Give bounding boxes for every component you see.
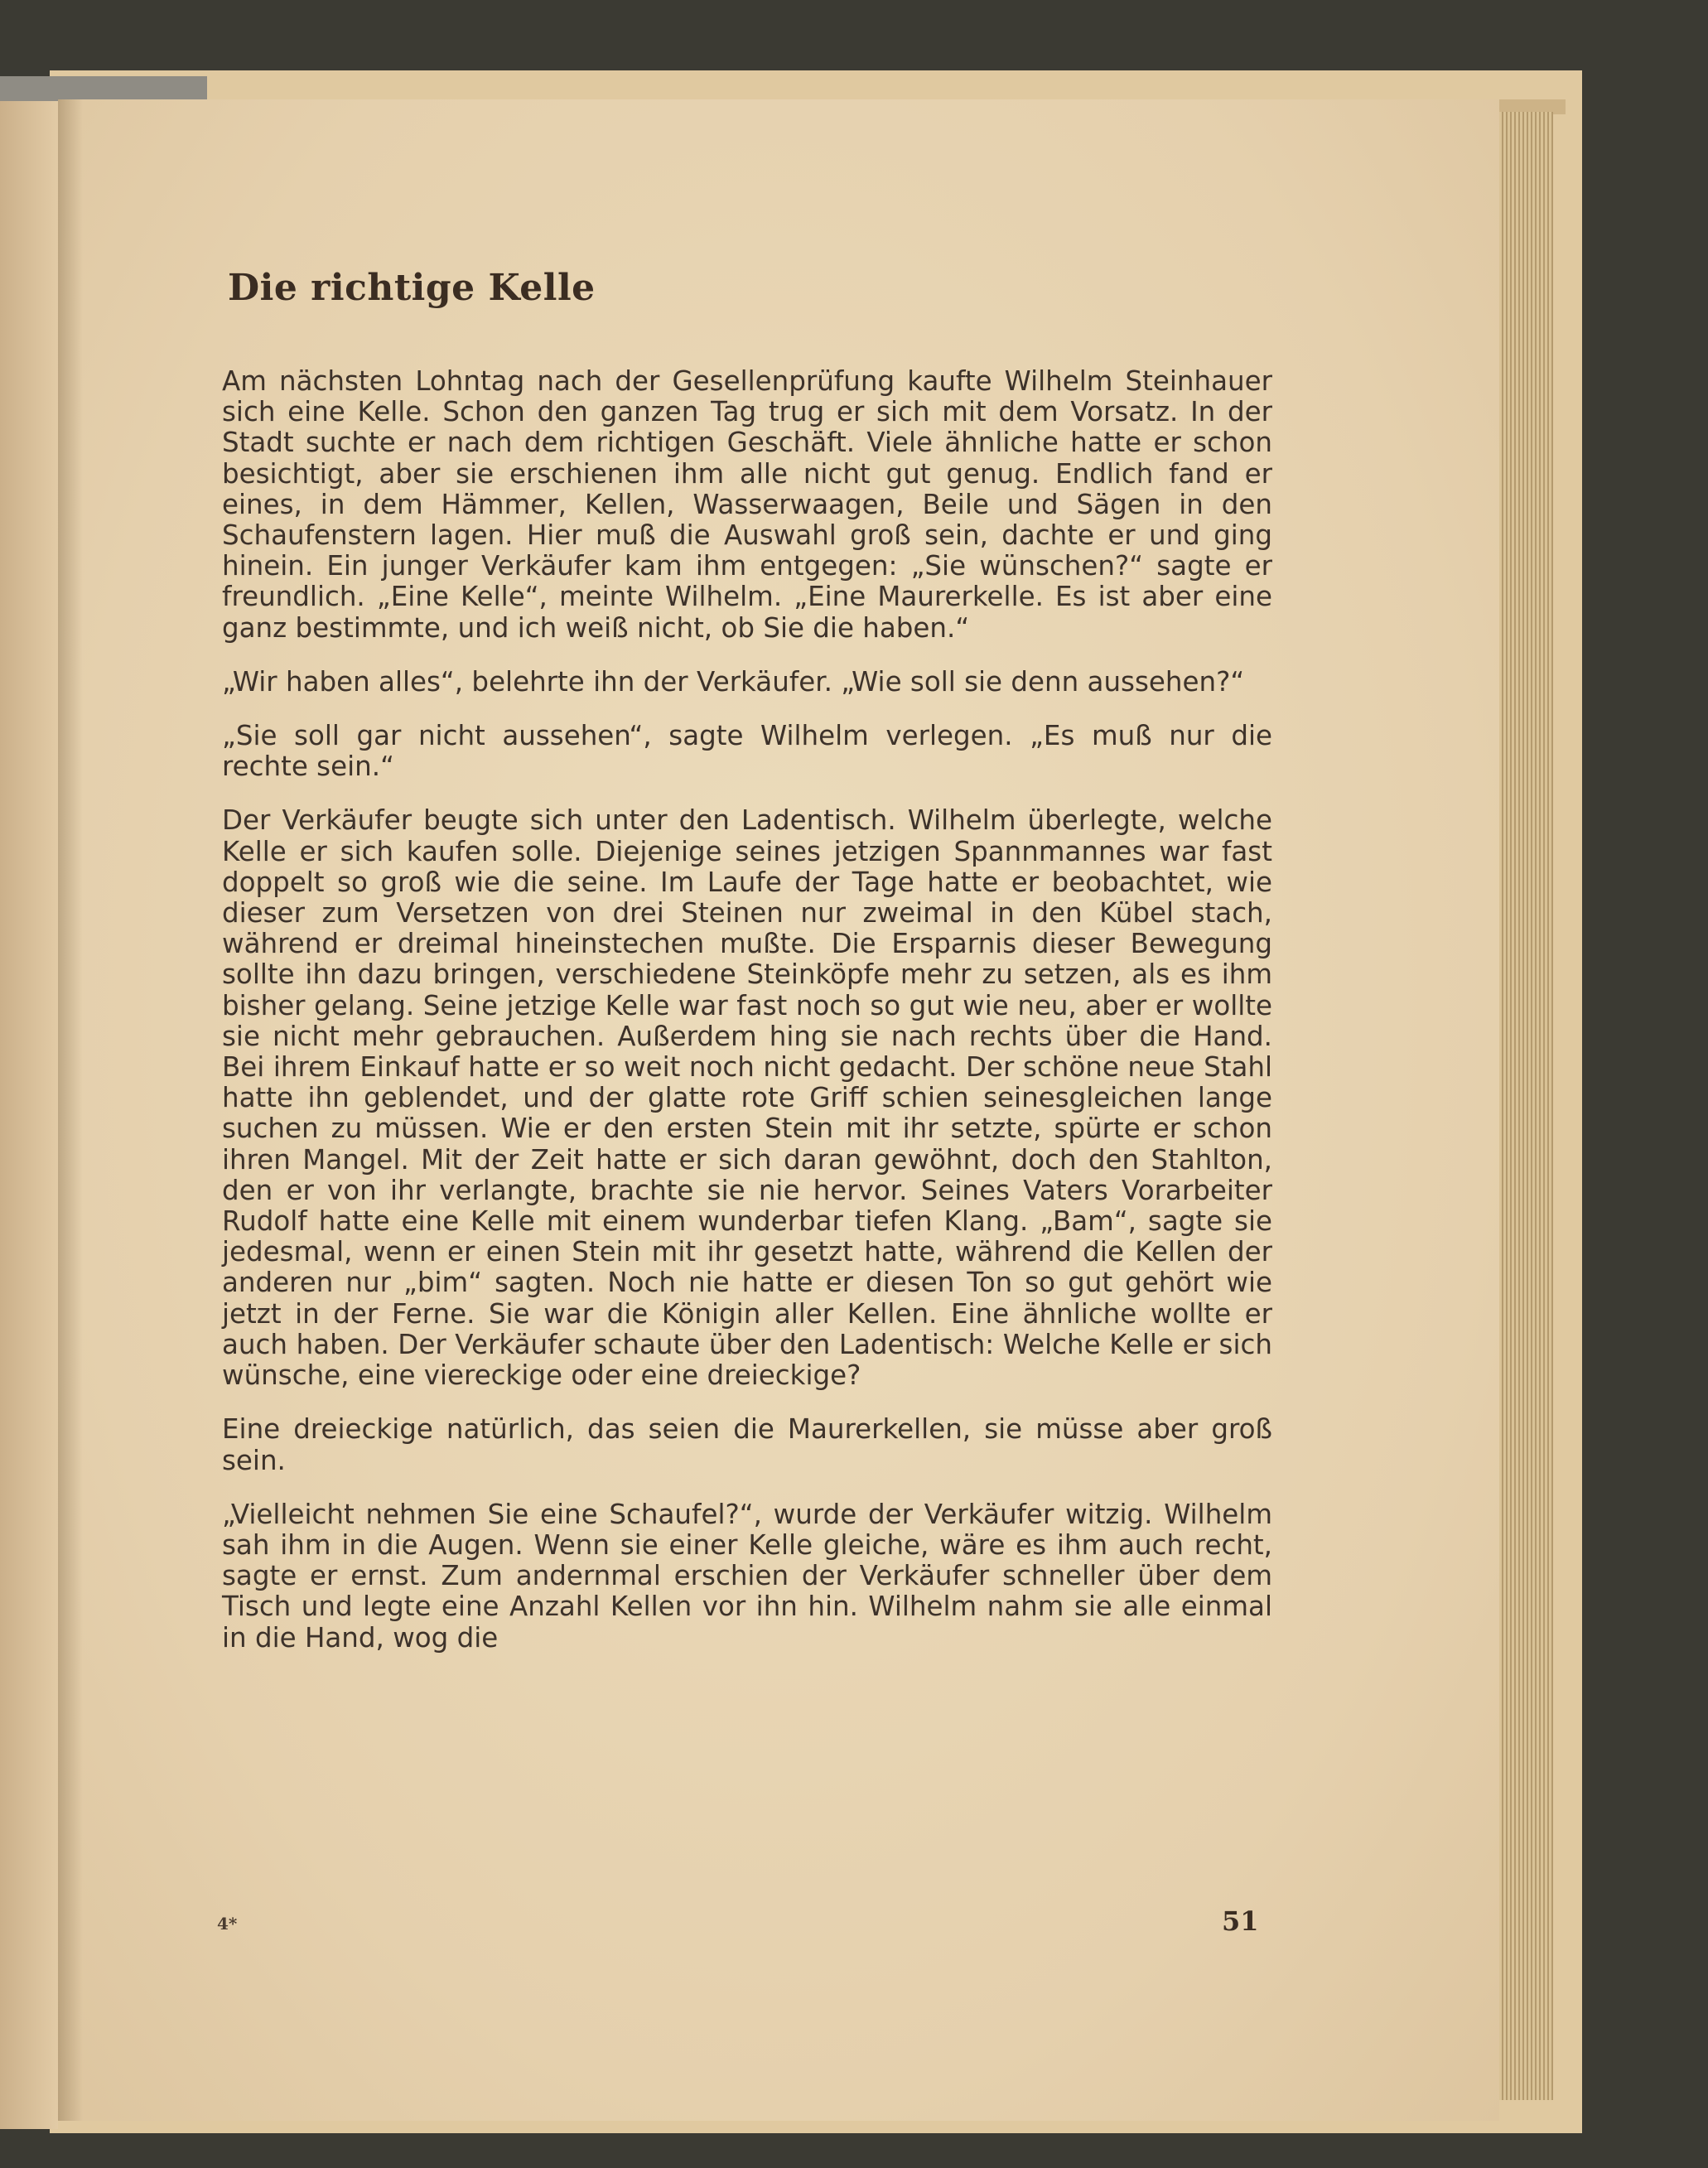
paragraph: „Wir haben alles“, belehrte ihn der Verkäufer. „Wie soll sie denn aussehen?“ (222, 665, 1245, 698)
gutter-shadow (58, 99, 83, 2121)
paragraph: „Vielleicht nehmen Sie eine Schaufel?“, wurde der Verkäufer witzig. Wilhelm sah ihm in die Augen. Wenn sie einer Kelle gleiche, wäre es ihm auch recht, sagte er ernst. Zum andernmal erschien der Verkäufer schneller über dem Tisch und legte eine Anzahl Kellen vor ihn hin. Wilhelm nahm sie alle einmal in die Hand, wog die (222, 1498, 1272, 1654)
paragraph: Der Verkäufer beugte sich unter den Ladentisch. Wilhelm überlegte, welche Kelle er sich kaufen solle. Diejenige seines jetzigen Spannmannes war fast doppelt so groß wie die seine. Im Laufe der Tage hatte er beobachtet, wie dieser zum Versetzen von drei Steinen nur zweimal in den Kübel stach, während er dreimal hineinstechen mußte. Die Ersparnis dieser Bewegung sollte ihn dazu bringen, verschiedene Steinköpfe mehr zu setzen, als es ihm bisher gelang. Seine jetzige Kelle war fast noch so gut wie neu, aber er wollte sie nicht mehr gebrauchen. Außerdem hing sie nach rechts über die Hand. Bei ihrem Einkauf hatte er so weit noch nicht gedacht. Der schöne neue Stahl hatte ihn geblendet, und der glatte rote Griff schien seinesgleichen lange suchen zu müssen. Wie er den ersten Stein mit ihr setzte, spürte er schon ihren Mangel. Mit der Zeit hatte er sich daran gewöhnt, doch den Stahlton, den er von ihr verlangte, brachte sie nie hervor. Seines Vaters Vorarbeiter Rudolf hatte eine Kelle mit einem wunderbar tiefen Klang. „Bam“, sagte sie jedesmal, wenn er einen Stein mit ihr gesetzt hatte, während die Kellen der anderen nur „bim“ sagten. Noch nie hatte er diesen Ton so gut gehört wie jetzt in der Ferne. Sie war die Königin aller Kellen. Eine ähnliche wollte er auch haben. Der Verkäufer schaute über den Ladentisch: Welche Kelle er sich wünsche, eine viereckige oder eine dreieckige? (222, 804, 1272, 1392)
spine-tape (0, 76, 207, 101)
page-body (222, 366, 1272, 1677)
facing-page-edge (0, 91, 58, 2129)
paragraph: Am nächsten Lohntag nach der Gesellenprüfung kaufte Wilhelm Steinhauer sich eine Kelle. Schon den ganzen Tag trug er sich mit dem Vorsatz. In der Stadt suchte er nach dem richtigen Geschäft. Viele ähnliche hatte er schon besichtigt, aber sie erschienen ihm alle nicht gut genug. Endlich fand er eines, in dem Hämmer, Kellen, Wasserwaagen, Beile und Sägen in den Schaufenstern lagen. Hier muß die Auswahl groß sein, dachte er und ging hinein. Ein junger Verkäufer kam ihm entgegen: „Sie wünschen?“ sagte er freundlich. „Eine Kelle“, meinte Wilhelm. „Eine Maurerkelle. Es ist aber eine ganz bestimmte, und ich weiß nicht, ob Sie die haben.“ (222, 365, 1272, 644)
page-number: 51 (1222, 1905, 1259, 1937)
chapter-title: Die richtige Kelle (228, 267, 596, 309)
paragraph: „Sie soll gar nicht aussehen“, sagte Wilhelm verlegen. „Es muß nur die rechte sein.“ (222, 720, 1272, 783)
paragraph: Eine dreieckige natürlich, das seien die Maurerkellen, sie müsse aber groß sein. (222, 1413, 1272, 1476)
signature-mark: 4* (217, 1914, 238, 1934)
